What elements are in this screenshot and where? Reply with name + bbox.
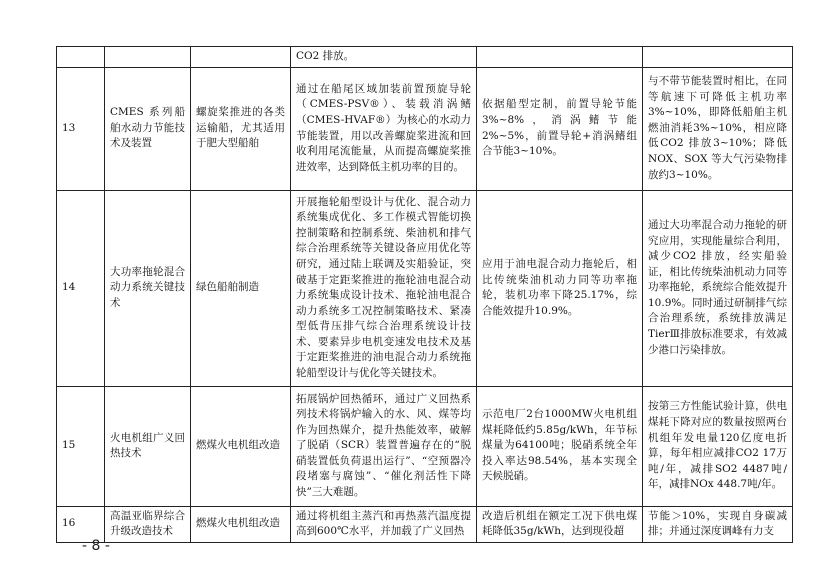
row-number: 14 [57, 190, 105, 386]
row-number [57, 47, 105, 68]
tech-name [105, 47, 191, 68]
table-row [57, 190, 793, 386]
reduction-benefit: 与不带节能装置时相比，在同等航速下可降低主机功率3%~10%，即降低船舶主机燃油消耗3%~10%，相应降低CO2 排放3~10%；降低NOX、SOX 等大气污染物排放约3~10%。 [643, 67, 793, 190]
reduction-benefit: 节能＞10%，实现自身碳减排；并通过深度调峰有力支 [643, 506, 793, 542]
row-number: 13 [57, 67, 105, 190]
typical-case [477, 47, 643, 68]
table-row [57, 506, 793, 542]
tech-content: CO2 排放。 [291, 47, 477, 68]
tech-content: 通过在船尾区域加装前置预旋导轮（CMES-PSV®）、装载消涡鳍（CMES-HVAF®）为核心的水动力节能装置，用以改善螺旋桨进流和回收利用尾流能量，从而提高螺旋桨推进效率，达到降低主机功率的目的。 [291, 67, 477, 190]
typical-case: 示范电厂2台1000MW火电机组煤耗降低约5.85g/kWh，年节标煤量为64100吨；脱硝系统全年投入率达98.54%，基本实现全天候脱硝。 [477, 386, 643, 506]
tech-content: 拓展锅炉回热循环，通过广义回热系列技术将锅炉输入的水、风、煤等均作为回热媒介，提升热能效率，破解了脱硝（SCR）装置普遍存在的“脱硝装置低负荷退出运行”、“空预器冷段堵塞与腐蚀”、“催化剂活性下降快”三大难题。 [291, 386, 477, 506]
page-number: - 8 - [82, 538, 110, 554]
row-number: 15 [57, 386, 105, 506]
tech-name: 高温亚临界综合升级改造技术 [105, 506, 191, 542]
tech-name: CMES 系列船舶水动力节能技术及装置 [105, 67, 191, 190]
applicable-field: 燃煤火电机组改造 [191, 386, 291, 506]
reduction-benefit: 通过大功率混合动力拖轮的研究应用，实现能量综合利用，减少CO2 排放，经实船验证，相比传统柴油机动力同等功率拖轮，系统综合能效提升10.9%。同时通过研制排气综合治理系统，系统排放满足 TierⅢ排放标准要求，有效减少港口污染排放。 [643, 190, 793, 386]
tech-name: 大功率拖轮混合动力系统关键技术 [105, 190, 191, 386]
tech-name: 火电机组广义回热技术 [105, 386, 191, 506]
typical-case: 依据船型定制，前置导轮节能3%~8%，消涡鳍节能2%~5%，前置导轮+消涡鳍组合节能3~10%。 [477, 67, 643, 190]
table-row [57, 47, 793, 68]
reduction-benefit: 按第三方性能试验计算，供电煤耗下降对应的数量按照两台机组年发电量120亿度电折算，每年相应减排CO2 17万吨/年，减排SO2 4487吨/年，减排NOx 448.7吨/年。 [643, 386, 793, 506]
technology-table [56, 46, 793, 543]
reduction-benefit [643, 47, 793, 68]
typical-case: 应用于油电混合动力拖轮后，相比传统柴油机动力同等功率拖轮，装机功率下降25.17%，综合能效提升10.9%。 [477, 190, 643, 386]
table-row [57, 386, 793, 506]
row-number: 16 [57, 506, 105, 542]
applicable-field: 绿色船舶制造 [191, 190, 291, 386]
applicable-field [191, 47, 291, 68]
table-row [57, 67, 793, 190]
typical-case: 改造后机组在额定工况下供电煤耗降低35g/kWh，达到现役超 [477, 506, 643, 542]
tech-content: 开展拖轮船型设计与优化、混合动力系统集成优化、多工作模式智能切换控制策略和控制系统、柴油机和排气综合治理系统等关键设备应用优化等研究，通过陆上联调及实船验证，突破基于定距桨推进的拖轮油电混合动力系统集成设计技术、拖轮油电混合动力系统多工况控制策略技术、紧凑型低背压排气综合治理系统设计技术、要素异步电机变速发电技术及基于定距桨推进的油电混合动力系统拖轮船型设计与优化等关键技术。 [291, 190, 477, 386]
applicable-field: 燃煤火电机组改造 [191, 506, 291, 542]
tech-content: 通过将机组主蒸汽和再热蒸汽温度提高到600℃水平，并加载了广义回热 [291, 506, 477, 542]
applicable-field: 螺旋桨推进的各类运输船，尤其适用于肥大型船舶 [191, 67, 291, 190]
